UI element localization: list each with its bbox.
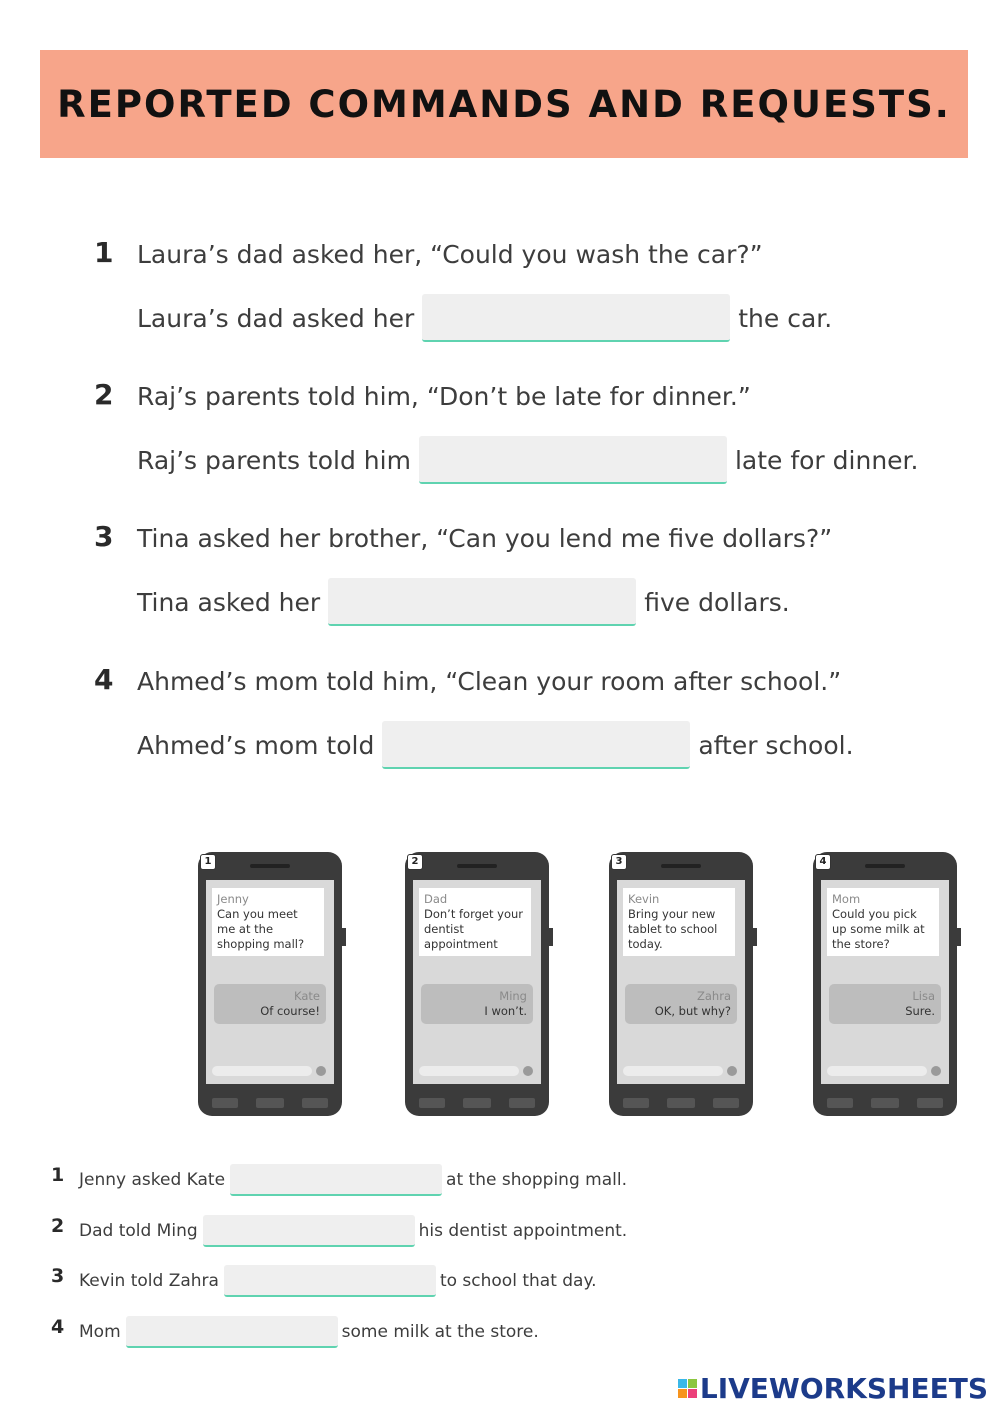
message-sender: Jenny: [217, 892, 249, 906]
phone-nav-buttons: [619, 1096, 743, 1110]
exercise-number: 4: [51, 1316, 65, 1338]
exercise-number: 3: [51, 1265, 65, 1287]
phone-1: [198, 852, 342, 1116]
sentence-end: to school that day.: [439, 1271, 597, 1291]
sentence-end: the car.: [738, 303, 833, 333]
sentence-start: Dad told Ming: [79, 1221, 198, 1241]
phone-nav-buttons: [415, 1096, 539, 1110]
phone-number: 2: [407, 854, 423, 870]
message-text: Could you pick up some milk at the store?: [832, 907, 925, 951]
message-text: Don’t forget your dentist appointment: [424, 907, 524, 951]
message-sender: Kevin: [628, 892, 660, 906]
exercise-prompt: Laura’s dad asked her, “Could you wash the car?”: [137, 240, 763, 269]
exercise-number: 1: [51, 1164, 65, 1186]
logo-text: LIVEWORKSHEETS: [699, 1372, 988, 1405]
answer-blank-2[interactable]: [419, 436, 727, 484]
send-icon: [316, 1066, 326, 1076]
exercise-number: 1: [94, 236, 114, 269]
sentence-end: at the shopping mall.: [446, 1170, 627, 1190]
sentence-end: his dentist appointment.: [418, 1221, 628, 1241]
message-input-bar: [827, 1066, 927, 1076]
reply-sender: Lisa: [912, 989, 935, 1003]
sentence-end: five dollars.: [644, 587, 790, 617]
sentence-start: Mom: [79, 1322, 121, 1342]
answer-blank-3[interactable]: [328, 578, 636, 626]
incoming-message: [623, 888, 735, 956]
phone-screen: [413, 880, 541, 1084]
sentence-start: Tina asked her: [137, 587, 321, 617]
phone-2: [405, 852, 549, 1116]
reply-sender: Zahra: [697, 989, 731, 1003]
reply-message: [625, 984, 737, 1024]
phone-number: 1: [200, 854, 216, 870]
message-text: Can you meet me at the shopping mall?: [217, 907, 305, 951]
exercise-number: 3: [94, 520, 114, 553]
phone-answer-blank-3[interactable]: [224, 1265, 436, 1297]
sentence-end: late for dinner.: [734, 445, 919, 475]
camera-icon: [250, 864, 290, 868]
reply-message: [214, 984, 326, 1024]
sentence-start: Laura’s dad asked her: [137, 303, 415, 333]
phone-3: [609, 852, 753, 1116]
message-sender: Dad: [424, 892, 448, 906]
answer-blank-4[interactable]: [382, 721, 690, 769]
logo-icon: [678, 1379, 697, 1398]
message-input-bar: [419, 1066, 519, 1076]
exercise-prompt: Tina asked her brother, “Can you lend me five dollars?”: [137, 524, 833, 553]
sentence-start: Ahmed’s mom told: [137, 730, 375, 760]
message-input-bar: [212, 1066, 312, 1076]
incoming-message: [419, 888, 531, 956]
message-text: Bring your new tablet to school today.: [628, 907, 718, 951]
camera-icon: [661, 864, 701, 868]
phone-4: [813, 852, 957, 1116]
sentence-end: some milk at the store.: [341, 1322, 539, 1342]
reply-text: Sure.: [905, 1004, 935, 1018]
reply-text: Of course!: [260, 1004, 320, 1018]
phone-screen: [206, 880, 334, 1084]
phone-illustrations: [198, 852, 960, 1120]
incoming-message: [212, 888, 324, 956]
phone-nav-buttons: [823, 1096, 947, 1110]
sentence-end: after school.: [698, 730, 854, 760]
phone-screen: [821, 880, 949, 1084]
message-sender: Mom: [832, 892, 861, 906]
reply-sender: Kate: [294, 989, 320, 1003]
phone-answer-blank-4[interactable]: [126, 1316, 338, 1348]
phone-answer-blank-2[interactable]: [203, 1215, 415, 1247]
incoming-message: [827, 888, 939, 956]
reply-text: OK, but why?: [654, 1004, 731, 1018]
answer-blank-1[interactable]: [422, 294, 730, 342]
message-input-bar: [623, 1066, 723, 1076]
camera-icon: [865, 864, 905, 868]
reply-sender: Ming: [499, 989, 527, 1003]
liveworksheets-logo[interactable]: [678, 1372, 988, 1405]
side-button: [342, 928, 346, 946]
phone-number: 4: [815, 854, 831, 870]
phone-screen: [617, 880, 745, 1084]
exercise-prompt: Raj’s parents told him, “Don’t be late for dinner.”: [137, 382, 751, 411]
exercise-number: 4: [94, 663, 114, 696]
reply-text: I won’t.: [484, 1004, 527, 1018]
phone-answer-blank-1[interactable]: [230, 1164, 442, 1196]
send-icon: [523, 1066, 533, 1076]
sentence-start: Kevin told Zahra: [79, 1271, 219, 1291]
title-banner: [40, 50, 968, 158]
side-button: [957, 928, 961, 946]
side-button: [753, 928, 757, 946]
sentence-start: Jenny asked Kate: [79, 1170, 226, 1190]
reply-message: [829, 984, 941, 1024]
reply-message: [421, 984, 533, 1024]
send-icon: [931, 1066, 941, 1076]
camera-icon: [457, 864, 497, 868]
sentence-start: Raj’s parents told him: [137, 445, 411, 475]
exercise-number: 2: [51, 1215, 65, 1237]
exercise-number: 2: [94, 378, 114, 411]
exercise-prompt: Ahmed’s mom told him, “Clean your room after school.”: [137, 667, 842, 696]
send-icon: [727, 1066, 737, 1076]
side-button: [549, 928, 553, 946]
phone-number: 3: [611, 854, 627, 870]
page-title: REPORTED COMMANDS AND REQUESTS.: [57, 82, 951, 126]
phone-nav-buttons: [208, 1096, 332, 1110]
